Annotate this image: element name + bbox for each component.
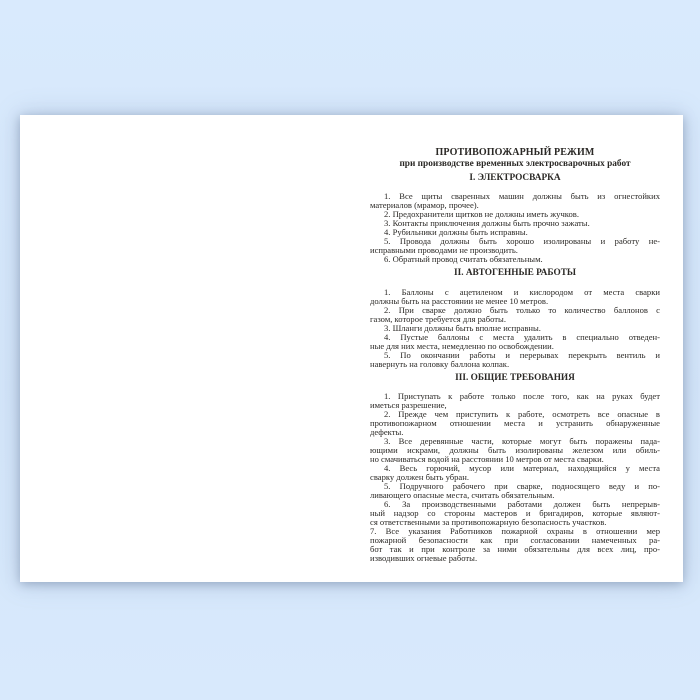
paragraph-line: 2. Предохранители щитков не должны иметь жучков.	[384, 209, 580, 219]
paragraph-line: противопожарном отношении места и устранить обнаруженные	[370, 418, 660, 428]
paragraph-line: 5. Провода должны быть хорошо изолированы и работу не-	[384, 236, 660, 246]
paragraph	[370, 437, 660, 464]
document-page	[20, 115, 683, 582]
paragraph-line: 4. Весь горючий, мусор или материал, находящийся у места	[384, 463, 660, 473]
paragraph	[370, 482, 660, 500]
section-heading: I. ЭЛЕКТРОСВАРКА	[469, 172, 561, 183]
paragraph-line: иметься разрешение,	[370, 400, 447, 410]
paragraph-line: ся ответственными за противопожарную безопасность участков.	[370, 517, 607, 527]
paragraph-line: 7. Все указания Работников пожарной охраны в отношении мер	[370, 526, 660, 536]
paragraph-line: ный надзор со стороны мастеров и бригадиров, которые являют-	[370, 508, 660, 518]
document-title: ПРОТИВОПОЖАРНЫЙ РЕЖИМ	[435, 147, 595, 158]
section-heading: II. АВТОГЕННЫЕ РАБОТЫ	[453, 268, 577, 278]
paragraph-line: ющими искрами, должны быть изолированы железом или обиль-	[370, 445, 660, 455]
paragraph-line: но смачиваться водой на расстоянии 10 метров от места сварки.	[370, 454, 604, 464]
paragraph-line: 1. Приступать к работе только после того, как на руках будет	[384, 391, 660, 401]
document-text-column	[370, 148, 660, 563]
paragraph	[370, 500, 660, 527]
paragraph-line: 2. При сварке должно быть только то количество баллонов с	[384, 304, 660, 315]
paragraph	[370, 333, 660, 351]
paragraph-line: 5. По окончании работы и перерывах перекрыть вентиль и	[384, 349, 660, 360]
paragraph-line: 3. Шланги должны быть вполне исправны.	[384, 322, 541, 333]
paragraph	[370, 288, 660, 306]
paragraph-line: сварку должен быть убран.	[370, 472, 469, 482]
paragraph-line: ливающего опасные места, считать обязательным.	[370, 490, 555, 500]
paragraph-line: 3. Все деревянные части, которые могут быть поражены пада-	[384, 436, 660, 446]
paragraph-line: материалов (мрамор, прочее).	[370, 200, 479, 210]
paragraph-line: 5. Подручного рабочего при сварке, подносящего веду и по-	[384, 481, 660, 491]
paragraph	[370, 392, 660, 410]
paragraph-line: 6. Обратный провод считать обязательным.	[384, 254, 543, 264]
document-subtitle: при производстве временных электросварочных работ	[399, 158, 631, 169]
paragraph-line: должны быть на расстоянии не менее 10 метров.	[370, 295, 549, 306]
paragraph	[370, 306, 660, 324]
document-sections	[370, 174, 660, 564]
paragraph-line: 1. Все щиты сваренных машин должны быть из огнестойких	[384, 191, 660, 201]
paragraph-line: навернуть на головку баллона колпак.	[370, 358, 510, 369]
paragraph-line: бот так и при контроле за ними обязательны для всех лиц, про-	[370, 544, 660, 554]
paragraph-line: 2. Прежде чем приступить к работе, осмотреть все опасные в	[384, 409, 660, 419]
paragraph-line: газом, которое требуется для работы.	[370, 313, 506, 324]
paragraph-line: изводивших огневые работы.	[370, 553, 478, 563]
paragraph-line: пожарной безопасности как при согласовании намеченных ра-	[370, 535, 660, 545]
paragraph-line: 6. За производственными работами должен быть непрерыв-	[384, 499, 660, 509]
paragraph	[370, 351, 660, 369]
paragraph-line: 3. Контакты приключения должны быть прочно зажаты.	[384, 218, 590, 228]
paragraph-line: 4. Рубильники должны быть исправны.	[384, 227, 528, 237]
paragraph	[370, 237, 660, 255]
paragraph-line: дефекты.	[370, 427, 404, 437]
paragraph	[370, 192, 660, 210]
paragraph	[370, 255, 660, 264]
paragraph	[370, 464, 660, 482]
paragraph	[370, 527, 660, 563]
paragraph-line: исправными проводами не производить.	[370, 245, 518, 255]
paragraph-line: 1. Баллоны с ацетиленом и кислородом от места сварки	[384, 286, 660, 297]
paragraph-line: 4. Пустые баллоны с места удалить в специально отведен-	[384, 331, 660, 342]
paragraph-line: ные для них места, немедленно по освобождении.	[370, 340, 554, 351]
section-heading: III. ОБЩИЕ ТРЕБОВАНИЯ	[455, 372, 575, 383]
paragraph	[370, 410, 660, 437]
